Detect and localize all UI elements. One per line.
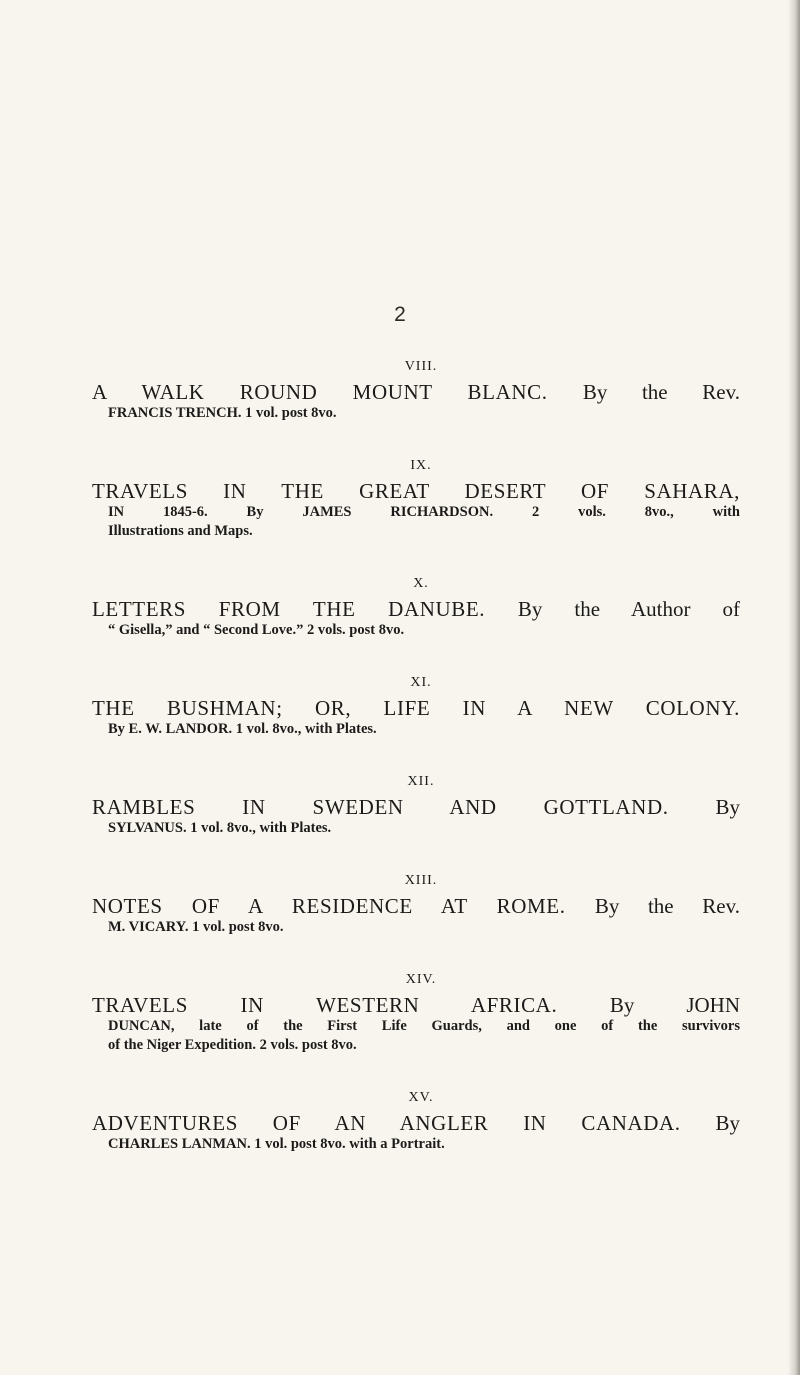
entry-detail: M. VICARY. 1 vol. post 8vo. bbox=[108, 919, 284, 935]
entry-title-text: TRAVELS IN WESTERN AFRICA. bbox=[92, 993, 558, 1017]
entry-numeral: XII. bbox=[407, 774, 435, 789]
entry-detail: CHARLES LANMAN. 1 vol. post 8vo. with a Portrait. bbox=[108, 1136, 445, 1152]
entry-byline: By the Rev. bbox=[594, 894, 740, 918]
entry-title-text: LETTERS FROM THE DANUBE. bbox=[92, 597, 486, 621]
book-entry-xiv bbox=[92, 971, 740, 1055]
book-list bbox=[92, 358, 740, 1188]
entry-title bbox=[92, 993, 740, 1017]
entry-title bbox=[92, 795, 740, 819]
entry-title bbox=[92, 696, 740, 720]
entry-title bbox=[92, 894, 740, 918]
entry-title-text: THE BUSHMAN; OR, LIFE IN A NEW COLONY. bbox=[92, 696, 740, 720]
entry-numeral: XIII. bbox=[404, 873, 438, 888]
entry-title-text: ADVENTURES OF AN ANGLER IN CANADA. bbox=[92, 1111, 681, 1135]
page-edge-shadow bbox=[788, 0, 800, 1375]
entry-byline: By bbox=[715, 1111, 740, 1135]
entry-detail: Illustrations and Maps. bbox=[108, 523, 253, 539]
book-entry-viii bbox=[92, 358, 740, 423]
entry-detail: SYLVANUS. 1 vol. 8vo., with Plates. bbox=[108, 820, 332, 836]
book-entry-xii bbox=[92, 773, 740, 838]
entry-numeral: X. bbox=[413, 576, 429, 591]
entry-byline: By JOHN bbox=[609, 993, 740, 1017]
page-number: 2 bbox=[394, 303, 406, 326]
entry-title bbox=[92, 479, 740, 503]
entry-title-text: RAMBLES IN SWEDEN AND GOTTLAND. bbox=[92, 795, 669, 819]
entry-title-text: A WALK ROUND MOUNT BLANC. bbox=[92, 380, 548, 404]
book-entry-x bbox=[92, 575, 740, 640]
entry-title bbox=[92, 597, 740, 621]
book-entry-xv bbox=[92, 1089, 740, 1154]
entry-numeral: VIII. bbox=[404, 359, 438, 374]
book-entry-xiii bbox=[92, 872, 740, 937]
entry-byline: By the Rev. bbox=[582, 380, 740, 404]
book-entry-xi bbox=[92, 674, 740, 739]
entry-title-text: TRAVELS IN THE GREAT DESERT OF SAHARA, bbox=[92, 479, 740, 503]
entry-detail: FRANCIS TRENCH. 1 vol. post 8vo. bbox=[108, 405, 337, 421]
entry-detail: By E. W. LANDOR. 1 vol. 8vo., with Plates. bbox=[108, 721, 377, 737]
entry-byline: By bbox=[715, 795, 740, 819]
entry-title bbox=[92, 1111, 740, 1135]
entry-numeral: XV. bbox=[408, 1090, 434, 1105]
entry-detail: of the Niger Expedition. 2 vols. post 8vo. bbox=[108, 1037, 357, 1053]
entry-title bbox=[92, 380, 740, 404]
entry-title-text: NOTES OF A RESIDENCE AT ROME. bbox=[92, 894, 566, 918]
entry-detail: DUNCAN, late of the First Life Guards, and one of the survivors bbox=[108, 1018, 740, 1034]
entry-numeral: IX. bbox=[410, 458, 432, 473]
book-entry-ix bbox=[92, 457, 740, 541]
entry-numeral: XIV. bbox=[405, 972, 437, 987]
entry-numeral: XI. bbox=[410, 675, 432, 690]
entry-byline: By the Author of bbox=[517, 597, 740, 621]
entry-detail: “ Gisella,” and “ Second Love.” 2 vols. post 8vo. bbox=[108, 622, 405, 638]
entry-detail: IN 1845-6. By JAMES RICHARDSON. 2 vols. 8vo., with bbox=[108, 504, 740, 520]
